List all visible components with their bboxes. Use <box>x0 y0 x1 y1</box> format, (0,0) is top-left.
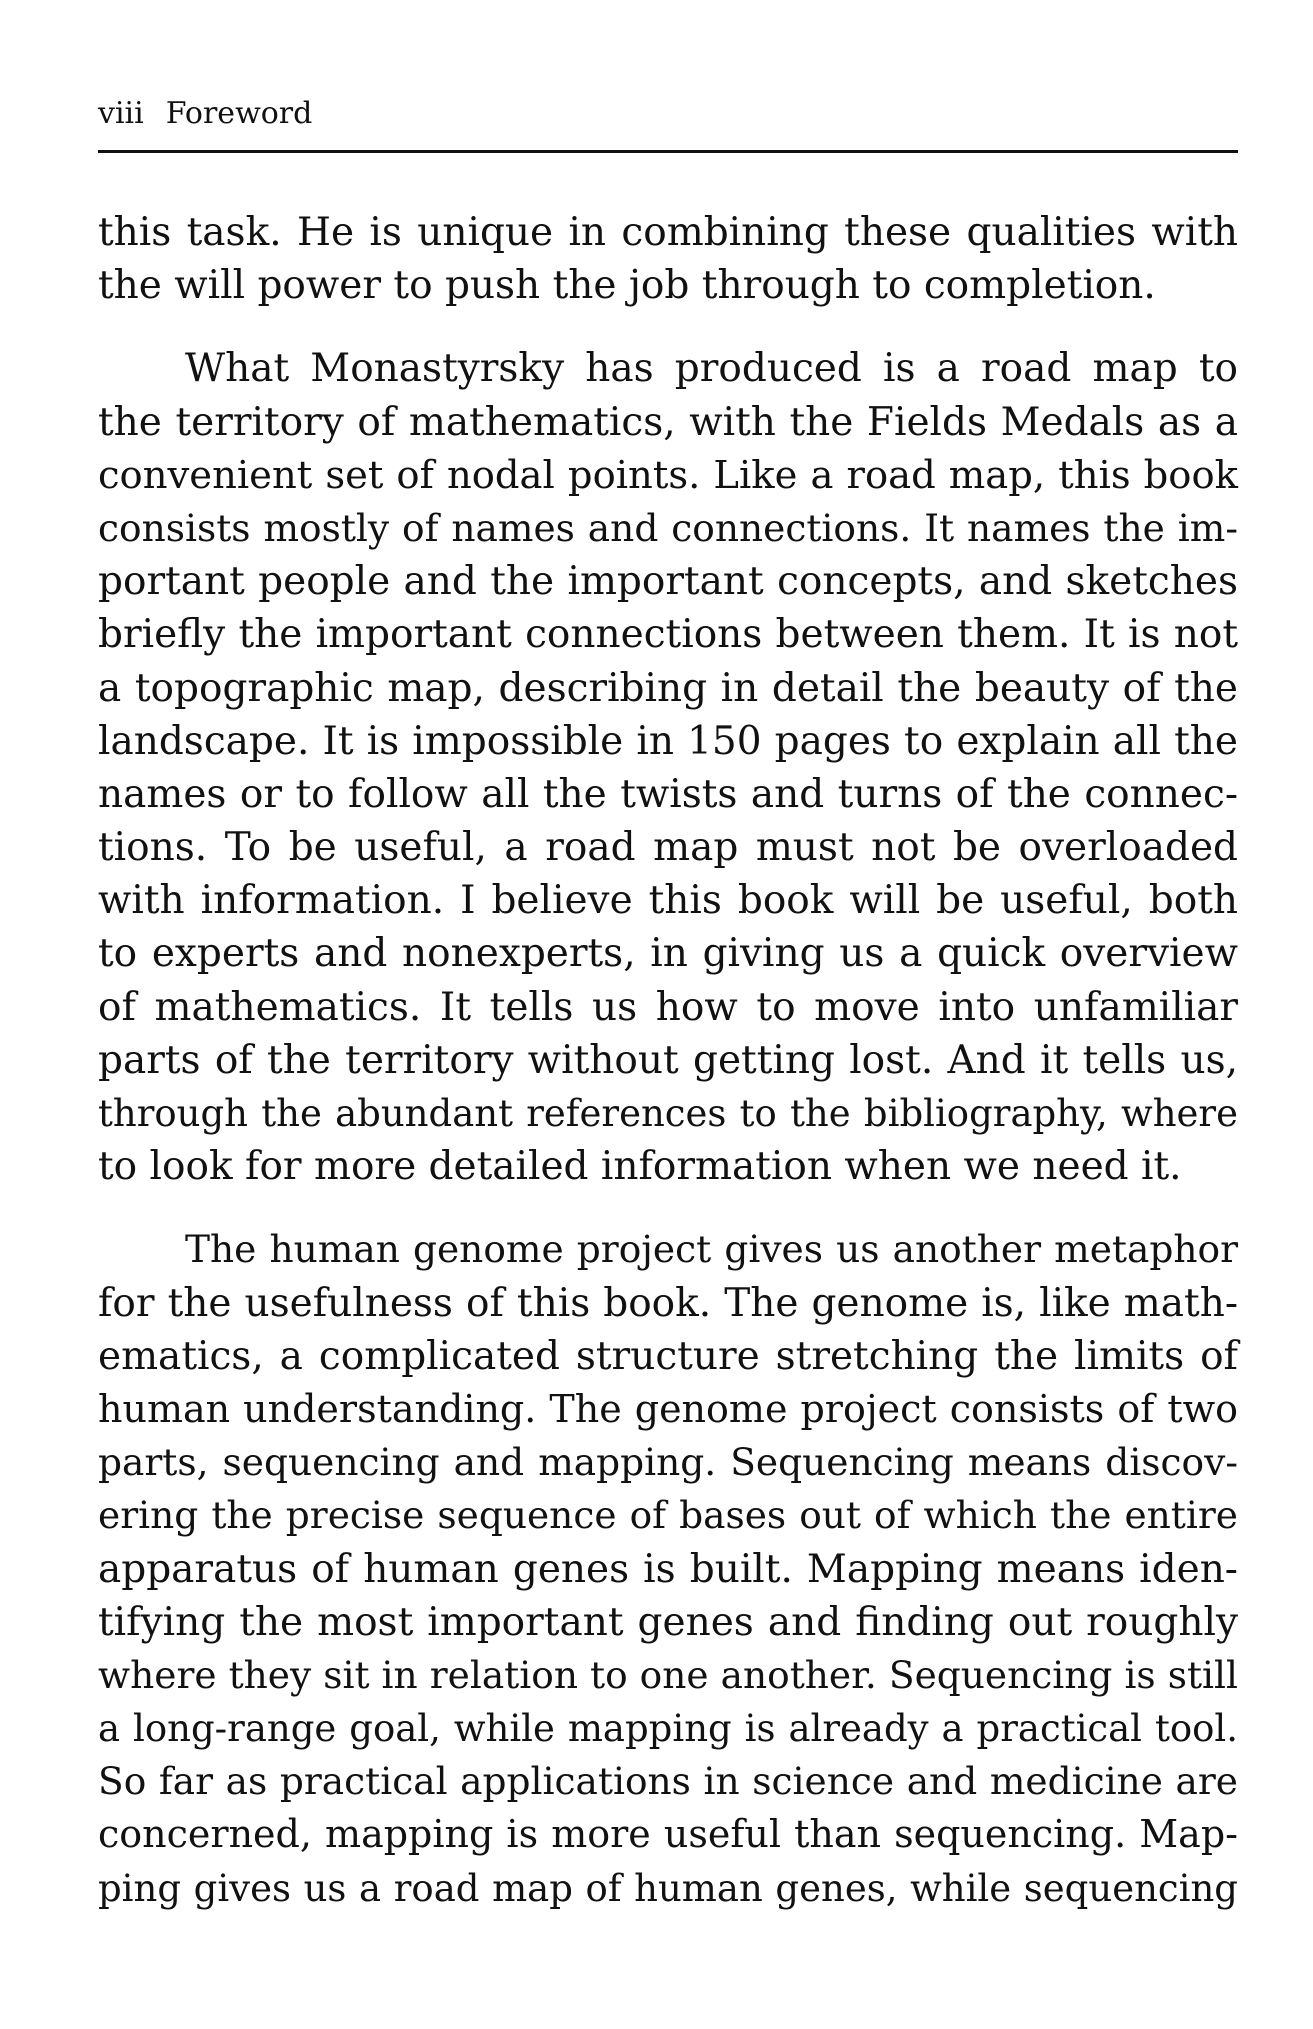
text-line: of mathematics. It tells us how to move into unfamiliar <box>98 984 1238 1030</box>
text-line: ering the precise sequence of bases out of which the entire <box>98 1493 1238 1538</box>
running-head-title: Foreword <box>165 96 313 131</box>
text-line: the will power to push the job through to completion. <box>98 263 1156 309</box>
text-line: for the usefulness of this book. The genome is, like math- <box>98 1280 1238 1326</box>
text-line: parts of the territory without getting lost. And it tells us, <box>98 1037 1238 1083</box>
text-line: consists mostly of names and connections. It names the im- <box>98 505 1238 550</box>
text-line: What Monastyrsky has produced is a road map to <box>185 346 1238 392</box>
text-line: names or to follow all the twists and turns of the connec- <box>98 771 1238 817</box>
text-line: So far as practical applications in science and medicine are <box>98 1759 1238 1804</box>
text-line: with information. I believe this book will be useful, both <box>98 878 1238 924</box>
text-line: a long-range goal, while mapping is already a practical tool. <box>98 1707 1238 1751</box>
text-line: human understanding. The genome project consists of two <box>98 1386 1238 1431</box>
text-line: to look for more detailed information when we need it. <box>98 1144 1182 1190</box>
text-line: The human genome project gives us another metaphor <box>185 1227 1238 1272</box>
text-line: ping gives us a road map of human genes, while sequencing <box>98 1866 1238 1910</box>
text-line: portant people and the important concepts, and sketches <box>98 559 1238 605</box>
text-line: ematics, a complicated structure stretching the limits of <box>98 1333 1238 1379</box>
text-line: briefly the important connections between them. It is not <box>98 612 1238 658</box>
text-line: this task. He is unique in combining these qualities with <box>98 210 1238 255</box>
text-line: parts, sequencing and mapping. Sequencing means discov- <box>98 1440 1238 1485</box>
paragraph <box>98 342 1238 1193</box>
page-number: viii <box>98 96 144 131</box>
header-rule <box>98 150 1238 153</box>
text-line: through the abundant references to the bibliography, where <box>98 1092 1238 1135</box>
text-line: where they sit in relation to one another. Sequencing is still <box>98 1652 1238 1697</box>
running-head <box>98 96 1238 132</box>
text-line: to experts and nonexperts, in giving us a quick overview <box>98 931 1238 977</box>
text-line: a topographic map, describing in detail the beauty of the <box>98 665 1238 711</box>
text-line: tifying the most important genes and finding out roughly <box>98 1599 1238 1645</box>
paragraph <box>98 1223 1238 1914</box>
text-line: landscape. It is impossible in 150 pages to explain all the <box>98 718 1238 764</box>
text-line: convenient set of nodal points. Like a road map, this book <box>98 452 1238 498</box>
body-text <box>98 206 1238 1915</box>
paragraph <box>98 206 1238 312</box>
text-line: the territory of mathematics, with the Fields Medals as a <box>98 399 1238 445</box>
text-line: concerned, mapping is more useful than sequencing. Map- <box>98 1812 1238 1857</box>
text-line: apparatus of human genes is built. Mapping means iden- <box>98 1546 1238 1592</box>
text-line: tions. To be useful, a road map must not be overloaded <box>98 825 1238 871</box>
